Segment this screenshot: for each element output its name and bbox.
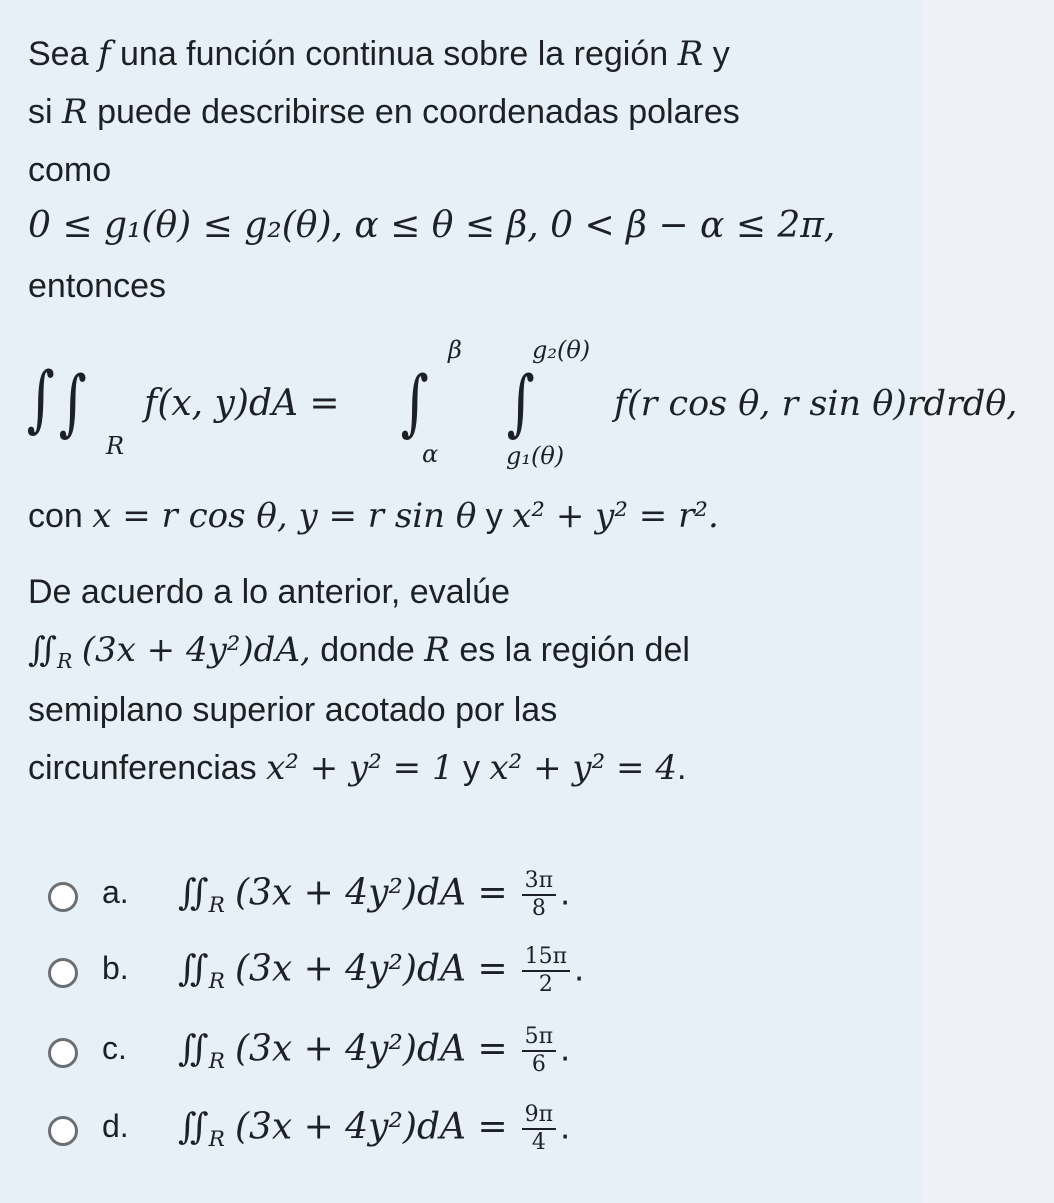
with-line [28,496,719,536]
option-expression [178,870,570,920]
double-integral-sign: ∬ [28,630,57,670]
fraction [522,946,570,996]
double-integral-sign: ∬ [178,1106,209,1148]
denominator: 6 [531,1052,546,1077]
integral-sign: ∫ [400,360,429,444]
fraction [522,1026,556,1076]
with-label: con [28,497,83,535]
task-text: . [676,749,687,787]
conjunction: y [485,497,503,535]
radius-identity: x² + y² = r². [512,496,719,536]
intro-line-3 [28,150,111,190]
radio-button[interactable] [48,958,78,988]
option-a[interactable] [28,868,828,928]
conjunction: y [463,749,481,787]
intro-text: como [28,151,112,189]
integral-region: R [208,1127,225,1153]
intro-line-1 [28,34,730,74]
numerator: 15π [522,946,570,972]
fraction [522,870,556,920]
circle-equation: x² + y² = 4 [489,748,677,788]
option-expression [178,1026,570,1076]
integral-region: R [208,1049,225,1075]
option-c[interactable] [28,1024,828,1084]
numerator: 5π [522,1026,556,1052]
task-text: semiplano superior acotado por las [28,691,558,729]
period: . [560,1027,571,1069]
period: . [560,871,571,913]
integral-region: R [208,893,225,919]
period: . [560,1105,571,1147]
task-line-2 [28,630,690,674]
task-line-3 [28,690,557,730]
intro-text: Sea [28,35,89,73]
integrand: (3x + 4y²)dA = [234,1106,508,1148]
integrand: (3x + 4y²)dA = [234,1028,508,1070]
numerator: 9π [522,1104,556,1130]
formula-rhs: f(r cos θ, r sin θ)rdrdθ, [614,384,1018,424]
option-letter: b. [102,950,129,986]
integral-sign: ∫ [26,356,55,440]
intro-line-2 [28,92,740,132]
integral-upper-limit: g₂(θ) [532,336,591,364]
option-d[interactable] [28,1102,828,1162]
integrand: (3x + 4y²)dA = [234,872,508,914]
integral-region: R [208,969,225,995]
denominator: 8 [531,896,546,921]
polar-substitution: x = r cos θ, y = r sin θ [92,496,477,536]
option-expression [178,946,584,996]
fraction [522,1104,556,1154]
radio-button[interactable] [48,882,78,912]
option-letter: c. [102,1030,127,1066]
formula-lhs: f(x, y)dA = [144,383,340,424]
double-integral-sign: ∬ [178,872,209,914]
region-R: R [677,34,704,74]
task-text: es la región del [459,631,690,669]
double-integral-sign: ∬ [178,1028,209,1070]
intro-text: puede describirse en coordenadas polares [97,93,740,131]
then-line [28,266,166,306]
region-R: R [62,92,88,132]
integrand: (3x + 4y²)dA, [81,630,311,670]
task-text: circunferencias [28,749,257,787]
intro-text: si [28,93,53,131]
integral-lower-limit: g₁(θ) [506,442,565,470]
task-line-4 [28,748,686,788]
denominator: 4 [531,1130,546,1155]
option-letter: a. [102,874,129,910]
integral-region: R [56,649,73,674]
task-line-1 [28,572,510,612]
integral-sign: ∫ [58,360,87,444]
task-text: donde [320,631,415,669]
region-R: R [424,630,450,670]
integral-lower-limit: R [106,432,125,460]
function-f: f [97,34,111,74]
denominator: 2 [538,972,553,997]
option-expression [178,1104,570,1154]
option-letter: d. [102,1108,129,1144]
double-integral-sign: ∬ [178,948,209,990]
radio-button[interactable] [48,1116,78,1146]
intro-text: y [712,35,730,73]
integral-upper-limit: β [448,336,462,364]
option-b[interactable] [28,944,828,1004]
radio-button[interactable] [48,1038,78,1068]
intro-text: una función continua sobre la región [120,35,669,73]
integral-lower-limit: α [422,440,439,468]
circle-equation: x² + y² = 1 [266,748,454,788]
then-label: entonces [28,267,166,305]
integrand: (3x + 4y²)dA = [234,948,508,990]
polar-condition-expr: 0 ≤ g₁(θ) ≤ g₂(θ), α ≤ θ ≤ β, 0 < β − α ≤ 2π, [28,205,836,246]
task-text: De acuerdo a lo anterior, evalúe [28,573,510,611]
numerator: 3π [522,870,556,896]
polar-condition [28,206,835,246]
integral-sign: ∫ [506,360,535,444]
period: . [574,947,585,989]
